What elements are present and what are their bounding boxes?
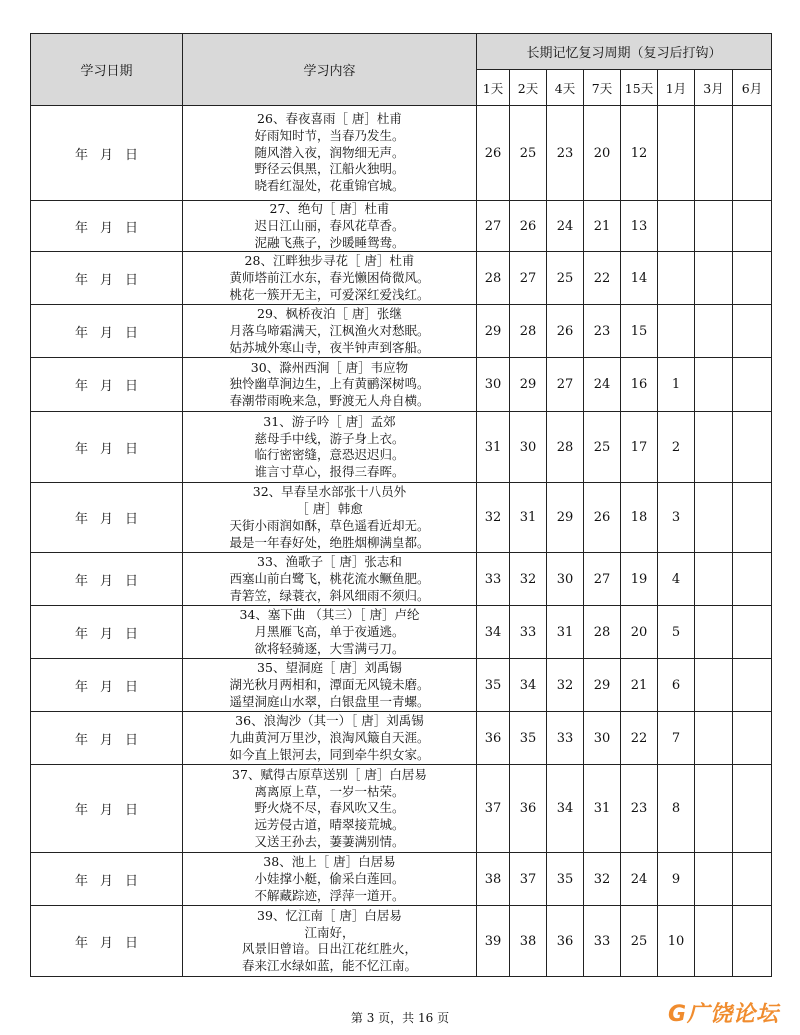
review-checkbox-cell[interactable]: 33 (547, 712, 584, 765)
poem-title: 29、枫桥夜泊［ 唐］张继 (257, 306, 402, 322)
date-day-label: 日 (125, 679, 139, 695)
date-cell[interactable] (31, 606, 183, 659)
date-day-label: 日 (125, 873, 139, 889)
date-year-label: 年 (74, 512, 88, 528)
poem-line: 湖光秋月两相和，潭面无风镜未磨。 (229, 676, 430, 692)
poem-title: 35、望洞庭［ 唐］刘禹锡 (257, 660, 402, 676)
date-month-label: 月 (99, 379, 113, 395)
date-cell[interactable] (31, 106, 183, 201)
poem-line: 风景旧曾谙。日出江花红胜火， (241, 941, 417, 957)
date-day-label: 日 (125, 325, 139, 341)
poem-title: 32、早春呈水部张十八员外 (252, 484, 407, 500)
date-day-label: 日 (125, 512, 139, 528)
period-header: 4天 (547, 70, 584, 106)
table-row (31, 106, 772, 201)
date-cell[interactable] (31, 659, 183, 712)
review-checkbox-cell[interactable] (733, 659, 772, 712)
date-cell[interactable] (31, 252, 183, 305)
date-day-label: 日 (125, 573, 139, 589)
poem-cell (183, 765, 477, 853)
poem-line: 姑苏城外寒山寺，夜半钟声到客船。 (229, 339, 430, 355)
poem-title: 36、浪淘沙（其一）［ 唐］刘禹锡 (235, 713, 424, 729)
review-checkbox-cell[interactable]: 19 (621, 553, 658, 606)
review-checkbox-cell[interactable]: 36 (547, 906, 584, 977)
period-header: 6月 (733, 70, 772, 106)
date-month-label: 月 (99, 272, 113, 288)
review-checkbox-cell[interactable]: 33 (584, 906, 621, 977)
review-checkbox-cell[interactable]: 32 (584, 853, 621, 906)
date-cell[interactable] (31, 358, 183, 412)
poem-line: 月黑雁飞高，单于夜遁逃。 (254, 623, 405, 639)
review-checkbox-cell[interactable]: 33 (477, 553, 510, 606)
poem-line: 谁言寸草心，报得三春晖。 (254, 464, 405, 480)
poem-line: 野径云俱黑，江船火独明。 (254, 161, 405, 177)
date-month-label: 月 (99, 626, 113, 642)
poem-title: 31、游子吟［ 唐］孟郊 (263, 413, 396, 429)
review-checkbox-cell[interactable]: 16 (621, 358, 658, 412)
watermark-logo (668, 995, 794, 1029)
poem-title: 33、渔歌子［ 唐］张志和 (257, 554, 402, 570)
review-checkbox-cell[interactable]: 20 (621, 606, 658, 659)
review-checkbox-cell[interactable] (695, 252, 733, 305)
review-checkbox-cell[interactable]: 34 (477, 606, 510, 659)
review-table (30, 33, 772, 977)
review-checkbox-cell[interactable]: 24 (621, 853, 658, 906)
review-checkbox-cell[interactable] (733, 553, 772, 606)
review-checkbox-cell[interactable]: 32 (547, 659, 584, 712)
review-checkbox-cell[interactable]: 33 (510, 606, 547, 659)
poem-title: 30、滁州西涧［ 唐］韦应物 (250, 359, 409, 375)
poem-title: 27、绝句［ 唐］杜甫 (269, 201, 390, 216)
review-checkbox-cell[interactable]: 29 (547, 483, 584, 553)
poem-line: 迟日江山丽，春风花草香。 (254, 217, 405, 233)
review-checkbox-cell[interactable]: 22 (621, 712, 658, 765)
poem-cell (183, 906, 477, 977)
date-cell[interactable] (31, 305, 183, 358)
review-checkbox-cell[interactable] (733, 106, 772, 201)
table-row (31, 358, 772, 412)
date-day-label: 日 (125, 803, 139, 819)
review-checkbox-cell[interactable]: 28 (547, 412, 584, 483)
review-checkbox-cell[interactable] (695, 553, 733, 606)
review-checkbox-cell[interactable]: 37 (510, 853, 547, 906)
review-checkbox-cell[interactable]: 7 (658, 712, 695, 765)
date-year-label: 年 (74, 573, 88, 589)
review-checkbox-cell[interactable]: 25 (510, 106, 547, 201)
review-checkbox-cell[interactable] (733, 606, 772, 659)
review-checkbox-cell[interactable]: 27 (547, 358, 584, 412)
date-cell[interactable] (31, 765, 183, 853)
poem-cell (183, 252, 477, 305)
period-header: 3月 (695, 70, 733, 106)
logo-text: G广饶论坛 (668, 1002, 780, 1027)
poem-cell (183, 659, 477, 712)
review-checkbox-cell[interactable]: 9 (658, 853, 695, 906)
poem-line: 随风潜入夜，润物细无声。 (254, 144, 405, 160)
period-header: 1天 (477, 70, 510, 106)
review-checkbox-cell[interactable]: 32 (477, 483, 510, 553)
date-month-label: 月 (99, 803, 113, 819)
review-checkbox-cell[interactable]: 5 (658, 606, 695, 659)
review-checkbox-cell[interactable]: 30 (477, 358, 510, 412)
poem-line: 远芳侵古道，晴翠接荒城。 (254, 817, 405, 833)
poem-line: 遥望洞庭山水翠，白银盘里一青螺。 (229, 693, 430, 709)
review-checkbox-cell[interactable] (695, 305, 733, 358)
date-month-label: 月 (99, 441, 113, 457)
poem-line: 晓看红湿处，花重锦官城。 (254, 178, 405, 194)
poem-line: 黄师塔前江水东，春光懒困倚微风。 (229, 269, 430, 285)
date-month-label: 月 (99, 573, 113, 589)
poem-line: 青箬笠，绿蓑衣，斜风细雨不须归。 (229, 587, 430, 603)
review-checkbox-cell[interactable]: 34 (510, 659, 547, 712)
review-checkbox-cell[interactable] (695, 712, 733, 765)
date-year-label: 年 (74, 803, 88, 819)
table-row (31, 906, 772, 977)
date-month-label: 月 (99, 325, 113, 341)
table-row (31, 765, 772, 853)
review-checkbox-cell[interactable]: 6 (658, 659, 695, 712)
page-footer: 第 3 页，共 16 页 (350, 1011, 450, 1025)
table-row (31, 305, 772, 358)
table-row (31, 606, 772, 659)
review-checkbox-cell[interactable]: 15 (621, 305, 658, 358)
table-row (31, 712, 772, 765)
review-checkbox-cell[interactable]: 17 (621, 412, 658, 483)
date-year-label: 年 (74, 732, 88, 748)
poem-line: 离离原上草，一岁一枯荣。 (254, 783, 405, 799)
poem-line: 江南好， (304, 924, 355, 940)
review-checkbox-cell[interactable] (733, 483, 772, 553)
date-day-label: 日 (125, 272, 139, 288)
review-checkbox-cell[interactable]: 31 (477, 412, 510, 483)
poem-cell (183, 483, 477, 553)
review-checkbox-cell[interactable]: 31 (584, 765, 621, 853)
review-checkbox-cell[interactable]: 39 (477, 906, 510, 977)
poem-line: 独怜幽草涧边生，上有黄鹂深树鸣。 (229, 376, 430, 392)
review-checkbox-cell[interactable]: 26 (477, 106, 510, 201)
review-checkbox-cell[interactable]: 29 (477, 305, 510, 358)
review-checkbox-cell[interactable]: 26 (510, 201, 547, 252)
poem-cell (183, 606, 477, 659)
poem-cell (183, 712, 477, 765)
review-checkbox-cell[interactable]: 38 (477, 853, 510, 906)
poem-line: ［ 唐］韩愈 (296, 501, 363, 517)
poem-line: 临行密密缝，意恐迟迟归。 (254, 447, 405, 463)
review-checkbox-cell[interactable]: 21 (584, 201, 621, 252)
date-cell[interactable] (31, 483, 183, 553)
review-checkbox-cell[interactable]: 3 (658, 483, 695, 553)
review-cycle-header: 长期记忆复习周期（复习后打钩） (477, 34, 772, 70)
review-checkbox-cell[interactable]: 2 (658, 412, 695, 483)
review-checkbox-cell[interactable]: 30 (584, 712, 621, 765)
review-checkbox-cell[interactable]: 14 (621, 252, 658, 305)
date-year-label: 年 (74, 272, 88, 288)
review-checkbox-cell[interactable] (733, 765, 772, 853)
review-checkbox-cell[interactable]: 18 (621, 483, 658, 553)
review-checkbox-cell[interactable]: 10 (658, 906, 695, 977)
review-checkbox-cell[interactable] (695, 906, 733, 977)
review-checkbox-cell[interactable]: 26 (547, 305, 584, 358)
review-checkbox-cell[interactable]: 20 (584, 106, 621, 201)
review-checkbox-cell[interactable] (733, 358, 772, 412)
date-column-header: 学习日期 (31, 34, 183, 106)
poem-line: 春潮带雨晚来急，野渡无人舟自横。 (229, 393, 430, 409)
table-row (31, 412, 772, 483)
review-checkbox-cell[interactable]: 13 (621, 201, 658, 252)
poem-cell (183, 853, 477, 906)
review-checkbox-cell[interactable] (695, 106, 733, 201)
review-checkbox-cell[interactable]: 22 (584, 252, 621, 305)
date-year-label: 年 (74, 679, 88, 695)
date-day-label: 日 (125, 626, 139, 642)
poem-line: 不解藏踪迹，浮萍一道开。 (254, 887, 405, 903)
poem-line: 月落乌啼霜满天，江枫渔火对愁眠。 (229, 322, 430, 338)
poem-cell (183, 412, 477, 483)
review-checkbox-cell[interactable]: 25 (584, 412, 621, 483)
date-month-label: 月 (99, 732, 113, 748)
review-checkbox-cell[interactable] (695, 358, 733, 412)
review-checkbox-cell[interactable]: 27 (510, 252, 547, 305)
date-month-label: 月 (99, 147, 113, 163)
review-checkbox-cell[interactable] (695, 201, 733, 252)
review-checkbox-cell[interactable]: 29 (510, 358, 547, 412)
date-year-label: 年 (74, 935, 88, 951)
date-month-label: 月 (99, 512, 113, 528)
review-checkbox-cell[interactable]: 30 (547, 553, 584, 606)
poem-line: 泥融飞燕子，沙暖睡鸳鸯。 (254, 234, 405, 250)
review-checkbox-cell[interactable]: 24 (584, 358, 621, 412)
poem-title: 28、江畔独步寻花［ 唐］杜甫 (244, 253, 415, 269)
table-row (31, 201, 772, 252)
review-checkbox-cell[interactable]: 24 (547, 201, 584, 252)
poem-line: 如今直上银河去，同到牵牛织女家。 (229, 746, 430, 762)
review-checkbox-cell[interactable]: 29 (584, 659, 621, 712)
review-checkbox-cell[interactable]: 28 (510, 305, 547, 358)
review-checkbox-cell[interactable] (695, 412, 733, 483)
poem-line: 野火烧不尽，春风吹又生。 (254, 800, 405, 816)
poem-title: 39、忆江南［ 唐］白居易 (257, 907, 402, 923)
date-year-label: 年 (74, 379, 88, 395)
poem-line: 小娃撑小艇，偷采白莲回。 (254, 870, 405, 886)
period-header: 7天 (584, 70, 621, 106)
review-checkbox-cell[interactable]: 36 (477, 712, 510, 765)
date-month-label: 月 (99, 935, 113, 951)
review-checkbox-cell[interactable] (733, 252, 772, 305)
review-checkbox-cell[interactable]: 37 (477, 765, 510, 853)
date-month-label: 月 (99, 873, 113, 889)
table-row (31, 853, 772, 906)
review-checkbox-cell[interactable] (733, 305, 772, 358)
review-checkbox-cell[interactable]: 26 (584, 483, 621, 553)
poem-line: 桃花一簇开无主，可爱深红爱浅红。 (229, 286, 430, 302)
review-checkbox-cell[interactable] (733, 201, 772, 252)
poem-cell (183, 305, 477, 358)
poem-cell (183, 106, 477, 201)
review-checkbox-cell[interactable] (658, 305, 695, 358)
review-checkbox-cell[interactable]: 27 (477, 201, 510, 252)
review-checkbox-cell[interactable]: 28 (477, 252, 510, 305)
review-checkbox-cell[interactable]: 35 (547, 853, 584, 906)
table-row (31, 553, 772, 606)
poem-title: 34、塞下曲 （其三）［ 唐］卢纶 (239, 607, 420, 623)
review-checkbox-cell[interactable]: 12 (621, 106, 658, 201)
review-checkbox-cell[interactable]: 23 (547, 106, 584, 201)
date-day-label: 日 (125, 441, 139, 457)
review-checkbox-cell[interactable]: 1 (658, 358, 695, 412)
poem-line: 最是一年春好处，绝胜烟柳满皇都。 (229, 534, 430, 550)
review-checkbox-cell[interactable]: 4 (658, 553, 695, 606)
poem-title: 26、春夜喜雨［ 唐］杜甫 (257, 111, 402, 126)
table-row (31, 252, 772, 305)
poem-cell (183, 553, 477, 606)
poem-line: 九曲黄河万里沙，浪淘风簸自天涯。 (229, 729, 430, 745)
date-cell[interactable] (31, 712, 183, 765)
content-column-header: 学习内容 (183, 34, 477, 106)
table-row (31, 659, 772, 712)
poem-cell (183, 201, 477, 252)
date-cell[interactable] (31, 553, 183, 606)
review-checkbox-cell[interactable] (695, 765, 733, 853)
review-checkbox-cell[interactable]: 35 (477, 659, 510, 712)
review-checkbox-cell[interactable]: 31 (547, 606, 584, 659)
poem-line: 欲将轻骑逐，大雪满弓刀。 (254, 640, 405, 656)
date-day-label: 日 (125, 732, 139, 748)
date-month-label: 月 (99, 220, 113, 236)
period-header: 15天 (621, 70, 658, 106)
poem-line: 好雨知时节，当春乃发生。 (254, 127, 405, 143)
review-checkbox-cell[interactable]: 25 (621, 906, 658, 977)
date-year-label: 年 (74, 626, 88, 642)
review-checkbox-cell[interactable]: 8 (658, 765, 695, 853)
date-day-label: 日 (125, 220, 139, 236)
date-day-label: 日 (125, 147, 139, 163)
review-checkbox-cell[interactable]: 25 (547, 252, 584, 305)
poem-title: 38、池上［ 唐］白居易 (263, 854, 396, 870)
review-checkbox-cell[interactable]: 23 (584, 305, 621, 358)
date-year-label: 年 (74, 220, 88, 236)
logo-icon (668, 995, 794, 1029)
poem-line: 天街小雨润如酥，草色遥看近却无。 (229, 517, 430, 533)
date-cell[interactable] (31, 412, 183, 483)
review-checkbox-cell[interactable]: 30 (510, 412, 547, 483)
review-checkbox-cell[interactable]: 31 (510, 483, 547, 553)
date-month-label: 月 (99, 679, 113, 695)
poem-line: 春来江水绿如蓝，能不忆江南。 (241, 958, 417, 974)
poem-line: 又送王孙去，萋萋满别情。 (254, 834, 405, 850)
review-checkbox-cell[interactable] (658, 201, 695, 252)
review-checkbox-cell[interactable]: 21 (621, 659, 658, 712)
date-cell[interactable] (31, 201, 183, 252)
review-checkbox-cell[interactable] (695, 659, 733, 712)
date-cell[interactable] (31, 853, 183, 906)
review-checkbox-cell[interactable]: 32 (510, 553, 547, 606)
review-checkbox-cell[interactable]: 27 (584, 553, 621, 606)
date-year-label: 年 (74, 147, 88, 163)
poem-cell (183, 358, 477, 412)
review-checkbox-cell[interactable] (733, 906, 772, 977)
poem-line: 慈母手中线，游子身上衣。 (254, 430, 405, 446)
review-checkbox-cell[interactable]: 38 (510, 906, 547, 977)
date-year-label: 年 (74, 325, 88, 341)
period-header: 1月 (658, 70, 695, 106)
poem-title: 37、赋得古原草送别［ 唐］白居易 (232, 766, 427, 782)
table-row (31, 483, 772, 553)
review-checkbox-cell[interactable]: 35 (510, 712, 547, 765)
review-checkbox-cell[interactable] (733, 853, 772, 906)
review-checkbox-cell[interactable] (695, 606, 733, 659)
review-checkbox-cell[interactable]: 34 (547, 765, 584, 853)
review-checkbox-cell[interactable] (658, 106, 695, 201)
review-checkbox-cell[interactable] (658, 252, 695, 305)
review-checkbox-cell[interactable]: 23 (621, 765, 658, 853)
review-checkbox-cell[interactable] (733, 712, 772, 765)
date-day-label: 日 (125, 379, 139, 395)
period-header: 2天 (510, 70, 547, 106)
review-checkbox-cell[interactable]: 36 (510, 765, 547, 853)
date-year-label: 年 (74, 441, 88, 457)
date-year-label: 年 (74, 873, 88, 889)
date-day-label: 日 (125, 935, 139, 951)
date-cell[interactable] (31, 906, 183, 977)
review-checkbox-cell[interactable] (733, 412, 772, 483)
poem-line: 西塞山前白鹭飞，桃花流水鳜鱼肥。 (229, 570, 430, 586)
review-checkbox-cell[interactable] (695, 483, 733, 553)
review-checkbox-cell[interactable] (695, 853, 733, 906)
review-checkbox-cell[interactable]: 28 (584, 606, 621, 659)
